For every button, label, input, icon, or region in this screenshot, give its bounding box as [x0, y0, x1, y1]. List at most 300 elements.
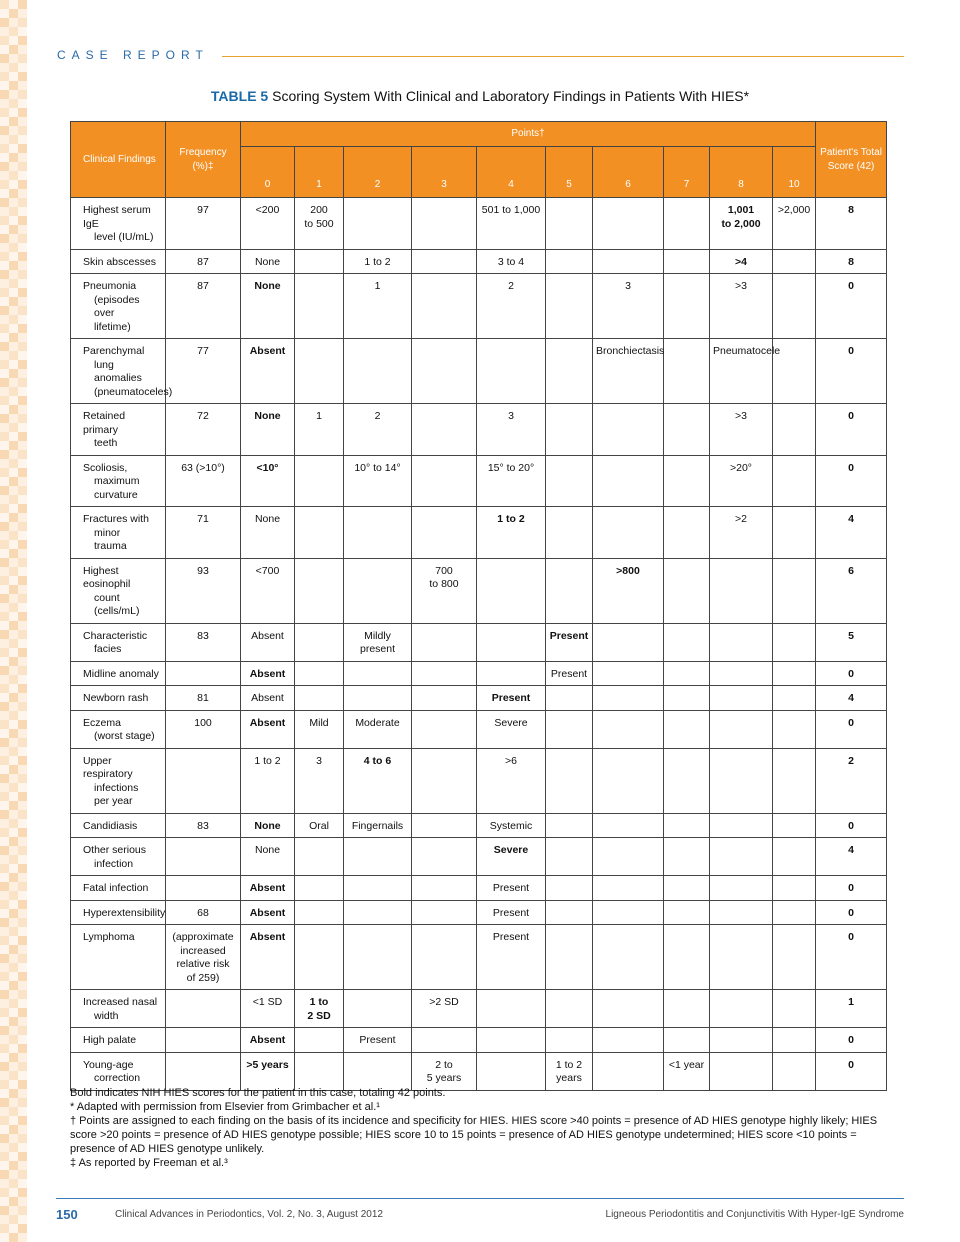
footnote-dagger: † Points are assigned to each finding on the basis of its incidence and specificity for HIES. HIES score >40 points = presence of AD HIES genotype highly likely; HIES score >20 points = presence of AD HIES genotype possible; HIES score 10 to 15 points = presence of AD HIES genotype undetermined; HIES score <10 points = presence of AD HIES genotype unlikely.: [70, 1115, 878, 1155]
points-cell: None: [241, 813, 295, 838]
finding-cell: [71, 686, 166, 711]
points-cell: Present: [477, 900, 546, 925]
points-cell: [546, 990, 593, 1028]
finding-text: Skin abscesses: [83, 255, 156, 268]
finding-text: Midline anomaly: [83, 667, 159, 680]
table-row: [71, 558, 887, 623]
points-cell: None: [241, 404, 295, 456]
finding-text: High palate: [83, 1034, 137, 1046]
points-cell: >800: [593, 558, 664, 623]
points-cell: >2,000: [773, 198, 816, 250]
total-score-cell: 0: [816, 339, 887, 404]
table-row: [71, 990, 887, 1028]
finding-text: trauma: [94, 540, 127, 552]
table-row: [71, 900, 887, 925]
points-cell: [546, 748, 593, 813]
table-row: [71, 249, 887, 274]
points-cell: [344, 838, 412, 876]
points-cell: [295, 558, 344, 623]
points-cell: [664, 558, 710, 623]
points-cell: 501 to 1,000: [477, 198, 546, 250]
header-points: Points†: [241, 122, 816, 147]
finding-text: Young-age: [83, 1058, 134, 1071]
points-cell: Present: [546, 623, 593, 661]
points-cell: Absent: [241, 876, 295, 901]
points-cell: [710, 661, 773, 686]
finding-text: Parenchymal: [83, 345, 145, 357]
points-cell: [664, 339, 710, 404]
scoring-table: [70, 121, 887, 1091]
finding-cell: [71, 198, 166, 250]
points-cell: Mildly present: [344, 623, 412, 661]
journal-citation: Clinical Advances in Periodontics, Vol. 2, No. 3, August 2012: [115, 1209, 383, 1220]
points-cell: Absent: [241, 925, 295, 990]
points-cell: Pneumatocele: [710, 339, 773, 404]
points-cell: [412, 1028, 477, 1053]
points-cell: <1 year: [664, 1052, 710, 1090]
points-cell: 1: [295, 404, 344, 456]
table-title: [0, 88, 960, 104]
points-cell: Mild: [295, 710, 344, 748]
points-cell: [412, 813, 477, 838]
finding-text: Pneumonia: [83, 280, 137, 292]
finding-text: Lymphoma: [83, 931, 135, 943]
section-label: CASE REPORT: [57, 48, 209, 62]
header-point-5: 5: [546, 147, 593, 198]
points-cell: 3: [477, 404, 546, 456]
points-cell: [546, 339, 593, 404]
finding-text: level (IU/mL): [94, 231, 154, 243]
table-row: [71, 661, 887, 686]
table-row: [71, 813, 887, 838]
points-cell: [593, 404, 664, 456]
total-score-cell: 2: [816, 748, 887, 813]
points-cell: <10°: [241, 455, 295, 507]
points-cell: [295, 661, 344, 686]
points-cell: [593, 455, 664, 507]
points-cell: [773, 1052, 816, 1090]
points-cell: [412, 455, 477, 507]
points-cell: >20°: [710, 455, 773, 507]
finding-cell: [71, 900, 166, 925]
table-row: [71, 1028, 887, 1053]
points-cell: [664, 813, 710, 838]
table-row: [71, 876, 887, 901]
finding-text: width: [94, 1009, 119, 1022]
finding-cell: [71, 661, 166, 686]
points-cell: [344, 686, 412, 711]
points-cell: [295, 249, 344, 274]
points-cell: [664, 710, 710, 748]
finding-text: infections: [94, 781, 139, 794]
points-cell: None: [241, 249, 295, 274]
finding-cell: [71, 748, 166, 813]
table-row: [71, 455, 887, 507]
points-cell: [477, 558, 546, 623]
footnote-bold: Bold indicates NIH HIES scores for the patient in this case, totaling 42 points.: [70, 1087, 446, 1099]
points-cell: [295, 1052, 344, 1090]
points-cell: Absent: [241, 623, 295, 661]
points-cell: [546, 876, 593, 901]
total-score-cell: 0: [816, 1028, 887, 1053]
frequency-cell: [166, 1028, 241, 1053]
points-cell: [664, 925, 710, 990]
points-cell: [344, 925, 412, 990]
points-cell: 1 to 2 years: [546, 1052, 593, 1090]
points-cell: [710, 748, 773, 813]
frequency-cell: [166, 990, 241, 1028]
points-cell: [773, 900, 816, 925]
points-cell: [664, 249, 710, 274]
points-cell: [773, 748, 816, 813]
points-cell: [593, 249, 664, 274]
points-cell: [295, 455, 344, 507]
points-cell: [593, 900, 664, 925]
finding-cell: [71, 1028, 166, 1053]
finding-text: infection: [94, 857, 134, 870]
points-cell: 4 to 6: [344, 748, 412, 813]
points-cell: [546, 925, 593, 990]
finding-text: (pneumatoceles): [94, 385, 173, 398]
points-cell: 3: [295, 748, 344, 813]
header-point-3: 3: [412, 147, 477, 198]
points-cell: [710, 686, 773, 711]
finding-text: maximum: [94, 475, 140, 487]
header-point-4: 4: [477, 147, 546, 198]
points-cell: >4: [710, 249, 773, 274]
points-cell: [593, 686, 664, 711]
points-cell: [546, 1028, 593, 1053]
finding-cell: [71, 339, 173, 404]
points-cell: <1 SD: [241, 990, 295, 1028]
footnote-star: * Adapted with permission from Elsevier from Grimbacher et al.¹: [70, 1101, 380, 1113]
points-cell: Bronchiectasis: [593, 339, 664, 404]
finding-text: per year: [94, 795, 133, 807]
points-cell: [546, 558, 593, 623]
points-cell: 1 to 2: [241, 748, 295, 813]
finding-cell: [71, 249, 166, 274]
points-cell: [546, 686, 593, 711]
points-cell: [664, 1028, 710, 1053]
page-number: 150: [56, 1207, 78, 1222]
points-cell: [344, 661, 412, 686]
points-cell: [477, 339, 546, 404]
points-cell: [773, 686, 816, 711]
total-score-cell: 4: [816, 507, 887, 559]
header-point-2: 2: [344, 147, 412, 198]
table-row: [71, 686, 887, 711]
header-point-0: 0: [241, 147, 295, 198]
points-cell: [295, 925, 344, 990]
points-cell: Present: [344, 1028, 412, 1053]
points-cell: 3 to 4: [477, 249, 546, 274]
total-score-cell: 0: [816, 661, 887, 686]
points-cell: [477, 623, 546, 661]
table-row: [71, 838, 887, 876]
frequency-cell: 83: [166, 623, 241, 661]
points-cell: 1: [344, 274, 412, 339]
table-label: TABLE 5: [210, 88, 269, 104]
finding-cell: [71, 507, 166, 559]
points-cell: [546, 838, 593, 876]
frequency-cell: 83: [166, 813, 241, 838]
finding-text: Newborn rash: [83, 692, 149, 704]
points-cell: [412, 838, 477, 876]
table-row: [71, 925, 887, 990]
total-score-cell: 5: [816, 623, 887, 661]
points-cell: 200 to 500: [295, 198, 344, 250]
points-cell: [710, 925, 773, 990]
total-score-cell: 8: [816, 198, 887, 250]
points-cell: [412, 661, 477, 686]
points-cell: [344, 1052, 412, 1090]
points-cell: [412, 198, 477, 250]
total-score-cell: 4: [816, 686, 887, 711]
header-rule: [222, 56, 904, 57]
points-cell: 2: [344, 404, 412, 456]
points-cell: [295, 1028, 344, 1053]
points-cell: [546, 198, 593, 250]
points-cell: [710, 813, 773, 838]
points-cell: [710, 1028, 773, 1053]
points-cell: [593, 838, 664, 876]
points-cell: [664, 198, 710, 250]
points-cell: [477, 1028, 546, 1053]
points-cell: Severe: [477, 710, 546, 748]
points-cell: [412, 900, 477, 925]
header-point-10: 10: [773, 147, 816, 198]
points-cell: 10° to 14°: [344, 455, 412, 507]
points-cell: None: [241, 838, 295, 876]
finding-text: lung: [94, 358, 114, 371]
total-score-cell: 0: [816, 925, 887, 990]
finding-text: correction: [94, 1072, 141, 1084]
points-cell: [664, 507, 710, 559]
table-row: [71, 710, 887, 748]
header-point-8: 8: [710, 147, 773, 198]
points-cell: [773, 507, 816, 559]
points-cell: [664, 274, 710, 339]
points-cell: >3: [710, 274, 773, 339]
points-cell: [295, 686, 344, 711]
points-cell: [412, 339, 477, 404]
points-cell: [773, 813, 816, 838]
finding-text: Highest eosinophil: [83, 564, 131, 590]
finding-text: anomalies: [94, 372, 142, 384]
points-cell: [546, 404, 593, 456]
frequency-cell: 93: [166, 558, 241, 623]
points-cell: Moderate: [344, 710, 412, 748]
finding-cell: [71, 710, 166, 748]
points-cell: [593, 507, 664, 559]
points-cell: 3: [593, 274, 664, 339]
finding-cell: [71, 876, 166, 901]
frequency-cell: 87: [166, 249, 241, 274]
points-cell: >6: [477, 748, 546, 813]
points-cell: [773, 623, 816, 661]
points-cell: [295, 507, 344, 559]
total-score-cell: 0: [816, 1052, 887, 1090]
points-cell: [546, 813, 593, 838]
finding-cell: [71, 813, 166, 838]
points-cell: [412, 876, 477, 901]
header-frequency: Frequency (%)‡: [166, 122, 241, 198]
points-cell: [773, 274, 816, 339]
points-cell: [412, 925, 477, 990]
points-cell: [773, 558, 816, 623]
points-cell: [773, 710, 816, 748]
points-cell: [295, 274, 344, 339]
footnotes: [70, 1086, 900, 1170]
points-cell: [412, 748, 477, 813]
finding-text: Hyperextensibility: [83, 906, 166, 919]
points-cell: [664, 748, 710, 813]
points-cell: [664, 623, 710, 661]
points-cell: [412, 404, 477, 456]
points-cell: [412, 507, 477, 559]
points-cell: Absent: [241, 900, 295, 925]
finding-text: Other serious: [83, 844, 147, 856]
table-caption: Scoring System With Clinical and Laboratory Findings in Patients With HIES*: [272, 88, 750, 104]
points-cell: [710, 1052, 773, 1090]
points-cell: Absent: [241, 710, 295, 748]
points-cell: [477, 1052, 546, 1090]
points-cell: 700 to 800: [412, 558, 477, 623]
points-cell: [344, 339, 412, 404]
points-cell: [412, 686, 477, 711]
running-title: Ligneous Periodontitis and Conjunctivitis With Hyper-IgE Syndrome: [605, 1209, 904, 1220]
table-row: [71, 623, 887, 661]
total-score-cell: 0: [816, 274, 887, 339]
points-cell: [546, 507, 593, 559]
header-point-1: 1: [295, 147, 344, 198]
points-cell: [477, 661, 546, 686]
points-cell: [773, 455, 816, 507]
points-cell: [412, 623, 477, 661]
finding-cell: [71, 838, 166, 876]
points-cell: [295, 623, 344, 661]
points-cell: [773, 990, 816, 1028]
finding-text: Highest serum IgE: [83, 204, 151, 230]
points-cell: [546, 710, 593, 748]
points-cell: [412, 710, 477, 748]
finding-text: teeth: [94, 437, 118, 449]
points-cell: [664, 900, 710, 925]
finding-text: curvature: [94, 488, 138, 501]
finding-cell: [71, 990, 166, 1028]
points-cell: [593, 661, 664, 686]
points-cell: [773, 661, 816, 686]
frequency-cell: [166, 661, 241, 686]
points-cell: >5 years: [241, 1052, 295, 1090]
total-score-cell: 0: [816, 404, 887, 456]
points-cell: [593, 748, 664, 813]
frequency-cell: 68: [166, 900, 241, 925]
header-point-7: 7: [664, 147, 710, 198]
finding-text: (worst stage): [94, 730, 155, 742]
points-cell: [295, 339, 344, 404]
points-cell: Absent: [241, 1028, 295, 1053]
points-cell: [773, 876, 816, 901]
points-cell: <700: [241, 558, 295, 623]
points-cell: [546, 274, 593, 339]
finding-text: Retained primary: [83, 410, 126, 436]
points-cell: [710, 838, 773, 876]
points-cell: [295, 900, 344, 925]
points-cell: Severe: [477, 838, 546, 876]
points-cell: [344, 876, 412, 901]
points-cell: [664, 990, 710, 1028]
points-cell: [593, 925, 664, 990]
points-cell: Absent: [241, 686, 295, 711]
points-cell: [773, 1028, 816, 1053]
total-score-cell: 0: [816, 876, 887, 901]
points-cell: [710, 558, 773, 623]
points-cell: Present: [546, 661, 593, 686]
header-point-6: 6: [593, 147, 664, 198]
points-cell: [344, 198, 412, 250]
total-score-cell: 0: [816, 710, 887, 748]
table-row: [71, 404, 887, 456]
points-cell: None: [241, 507, 295, 559]
points-cell: [593, 1052, 664, 1090]
finding-text: Fatal infection: [83, 882, 149, 894]
points-cell: [412, 249, 477, 274]
frequency-cell: [166, 748, 241, 813]
finding-text: Fractures with: [83, 513, 149, 525]
finding-text: Increased nasal: [83, 996, 158, 1008]
points-cell: None: [241, 274, 295, 339]
frequency-cell: 100: [166, 710, 241, 748]
frequency-cell: [166, 876, 241, 901]
points-cell: [593, 1028, 664, 1053]
frequency-cell: [166, 838, 241, 876]
total-score-cell: 1: [816, 990, 887, 1028]
finding-cell: [71, 404, 166, 456]
points-cell: 1,001 to 2,000: [710, 198, 773, 250]
frequency-cell: 71: [166, 507, 241, 559]
finding-cell: [71, 925, 166, 990]
points-cell: [546, 249, 593, 274]
points-cell: [710, 876, 773, 901]
points-cell: >3: [710, 404, 773, 456]
finding-text: Candidiasis: [83, 819, 138, 832]
points-cell: Present: [477, 925, 546, 990]
frequency-cell: [166, 1052, 241, 1090]
frequency-cell: 81: [166, 686, 241, 711]
table-row: [71, 1052, 887, 1090]
header-clinical-findings: Clinical Findings: [71, 122, 166, 198]
points-cell: [710, 900, 773, 925]
points-cell: [664, 876, 710, 901]
points-cell: [344, 990, 412, 1028]
points-cell: Oral: [295, 813, 344, 838]
finding-text: lifetime): [94, 320, 131, 333]
total-score-cell: 0: [816, 813, 887, 838]
points-cell: Systemic: [477, 813, 546, 838]
finding-cell: [71, 558, 166, 623]
points-cell: [710, 990, 773, 1028]
left-decorative-strip: [0, 0, 28, 1242]
points-cell: [344, 507, 412, 559]
points-cell: [344, 900, 412, 925]
finding-cell: [71, 1052, 166, 1090]
frequency-cell: 63 (>10°): [166, 455, 241, 507]
finding-cell: [71, 623, 166, 661]
points-cell: <200: [241, 198, 295, 250]
table-row: [71, 339, 887, 404]
table-row: [71, 198, 887, 250]
